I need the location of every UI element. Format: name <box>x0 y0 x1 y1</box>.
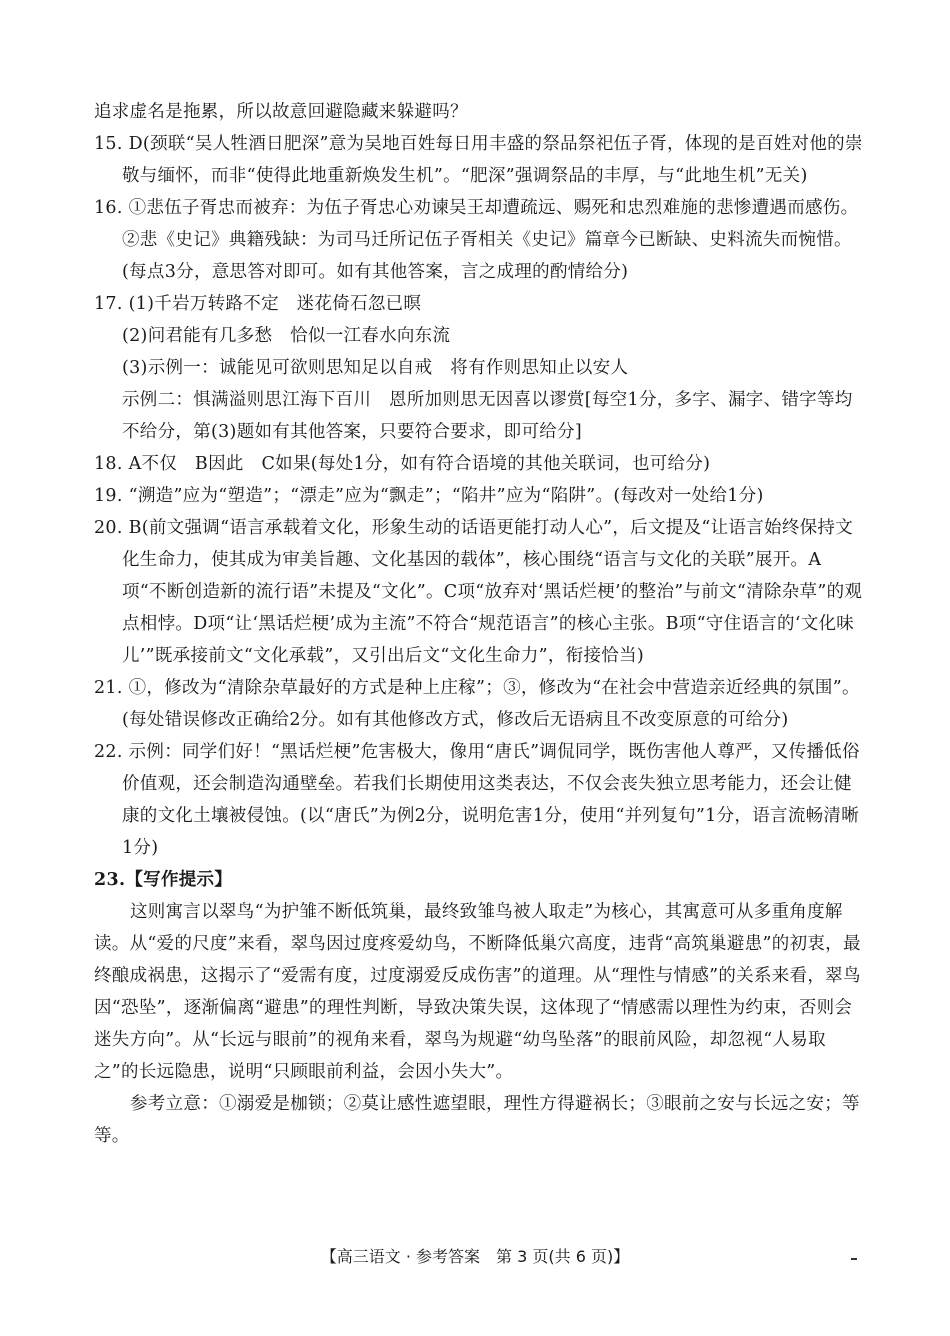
answer-22: 22. 示例：同学们好！“黑话烂梗”危害极大，像用“唐氏”调侃同学，既伤害他人尊严，又传播低俗价值观，还会制造沟通壁垒。若我们长期使用这类表达，不仅会丧失独立思考能力，还会让健康的文化土壤被侵蚀。(以“唐氏”为例2分，说明危害1分，使用“并列复句”1分，语言流畅清晰1分) <box>94 742 860 858</box>
answer-17-3: (3)示例一：诚能见可欲则思知足以自戒 将有作则思知止以安人 <box>122 358 629 378</box>
answer-18: 18. A不仅 B因此 C如果(每处1分，如有符合语境的其他关联词，也可给分) <box>94 454 711 474</box>
answer-16: 16. ①悲伍子胥忠而被弃：为伍子胥忠心劝谏吴王却遭疏远、赐死和忠烈难施的悲惨遭遇而感伤。②悲《史记》典籍残缺：为司马迁所记伍子胥相关《史记》篇章今已断缺、史料流失而惋惜。(每点3分，意思答对即可。如有其他答案，言之成理的酌情给分) <box>94 198 859 282</box>
writing-tip-paragraph: 这则寓言以翠鸟“为护雏不断低筑巢，最终致雏鸟被人取走”为核心，其寓意可从多重角度解读。从“爱的尺度”来看，翠鸟因过度疼爱幼鸟，不断降低巢穴高度，违背“高筑巢避患”的初衷，最终酿成祸患，这揭示了“爱需有度，过度溺爱反成伤害”的道理。从“理性与情感”的关系来看，翠鸟因“恐坠”，逐渐偏离“避患”的理性判断，导致决策失误，这体现了“情感需以理性为约束，否则会迷失方向”。从“长远与眼前”的视角来看，翠鸟为规避“幼鸟坠落”的眼前风险，却忽视“人易取之”的长远隐患，说明“只顾眼前利益，会因小失大”。 <box>94 902 861 1082</box>
answer-15: 15. D(颈联“吴人牲酒日肥深”意为吴地百姓每日用丰盛的祭品祭祀伍子胥，体现的是百姓对他的崇敬与缅怀，而非“使得此地重新焕发生机”。“肥深”强调祭品的丰厚，与“此地生机”无关) <box>94 134 863 186</box>
answer-content <box>94 96 864 1152</box>
answer-17-2: (2)问君能有几多愁 恰似一江春水向东流 <box>122 326 451 346</box>
corner-mark <box>851 1258 857 1260</box>
answer-17-1: 17. (1)千岩万转路不定 迷花倚石忽已暝 <box>94 294 422 314</box>
page-footer: 【高三语文 · 参考答案 第 3 页(共 6 页)】 <box>320 1247 630 1266</box>
answer-19: 19. “溯造”应为“塑造”；“漂走”应为“飘走”；“陷井”应为“陷阱”。(每改对一处给1分) <box>94 486 764 506</box>
answer-23-heading: 23.【写作提示】 <box>94 870 233 890</box>
answer-20: 20. B(前文强调“语言承载着文化，形象生动的话语更能打动人心”，后文提及“让语言始终保持文化生命力，使其成为审美旨趣、文化基因的载体”，核心围绕“语言与文化的关联”展开。A项“不断创造新的流行语”未提及“文化”。C项“放弃对‘黑话烂梗’的整治”与前文“清除杂草”的观点相悖。D项“让‘黑话烂梗’成为主流”不符合“规范语言”的核心主张。B项“守住语言的‘文化味儿’”既承接前文“文化承载”，又引出后文“文化生命力”，衔接恰当) <box>94 518 863 666</box>
answer-21: 21. ①，修改为“清除杂草最好的方式是种上庄稼”；③，修改为“在社会中营造亲近经典的氛围”。(每处错误修改正确给2分。如有其他修改方式，修改后无语病且不改变原意的可给分) <box>94 678 860 730</box>
reference-theme-paragraph: 参考立意：①溺爱是枷锁；②莫让感性遮望眼，理性方得避祸长；③眼前之安与长远之安；等等。 <box>94 1094 860 1146</box>
answer-17-example2: 示例二：惧满溢则思江海下百川 恩所加则思无因喜以谬赏[每空1分，多字、漏字、错字等均不给分，第(3)题如有其他答案，只要符合要求，即可给分] <box>122 390 853 442</box>
carryover-line: 追求虚名是拖累，所以故意回避隐藏来躲避吗？ <box>94 102 468 122</box>
